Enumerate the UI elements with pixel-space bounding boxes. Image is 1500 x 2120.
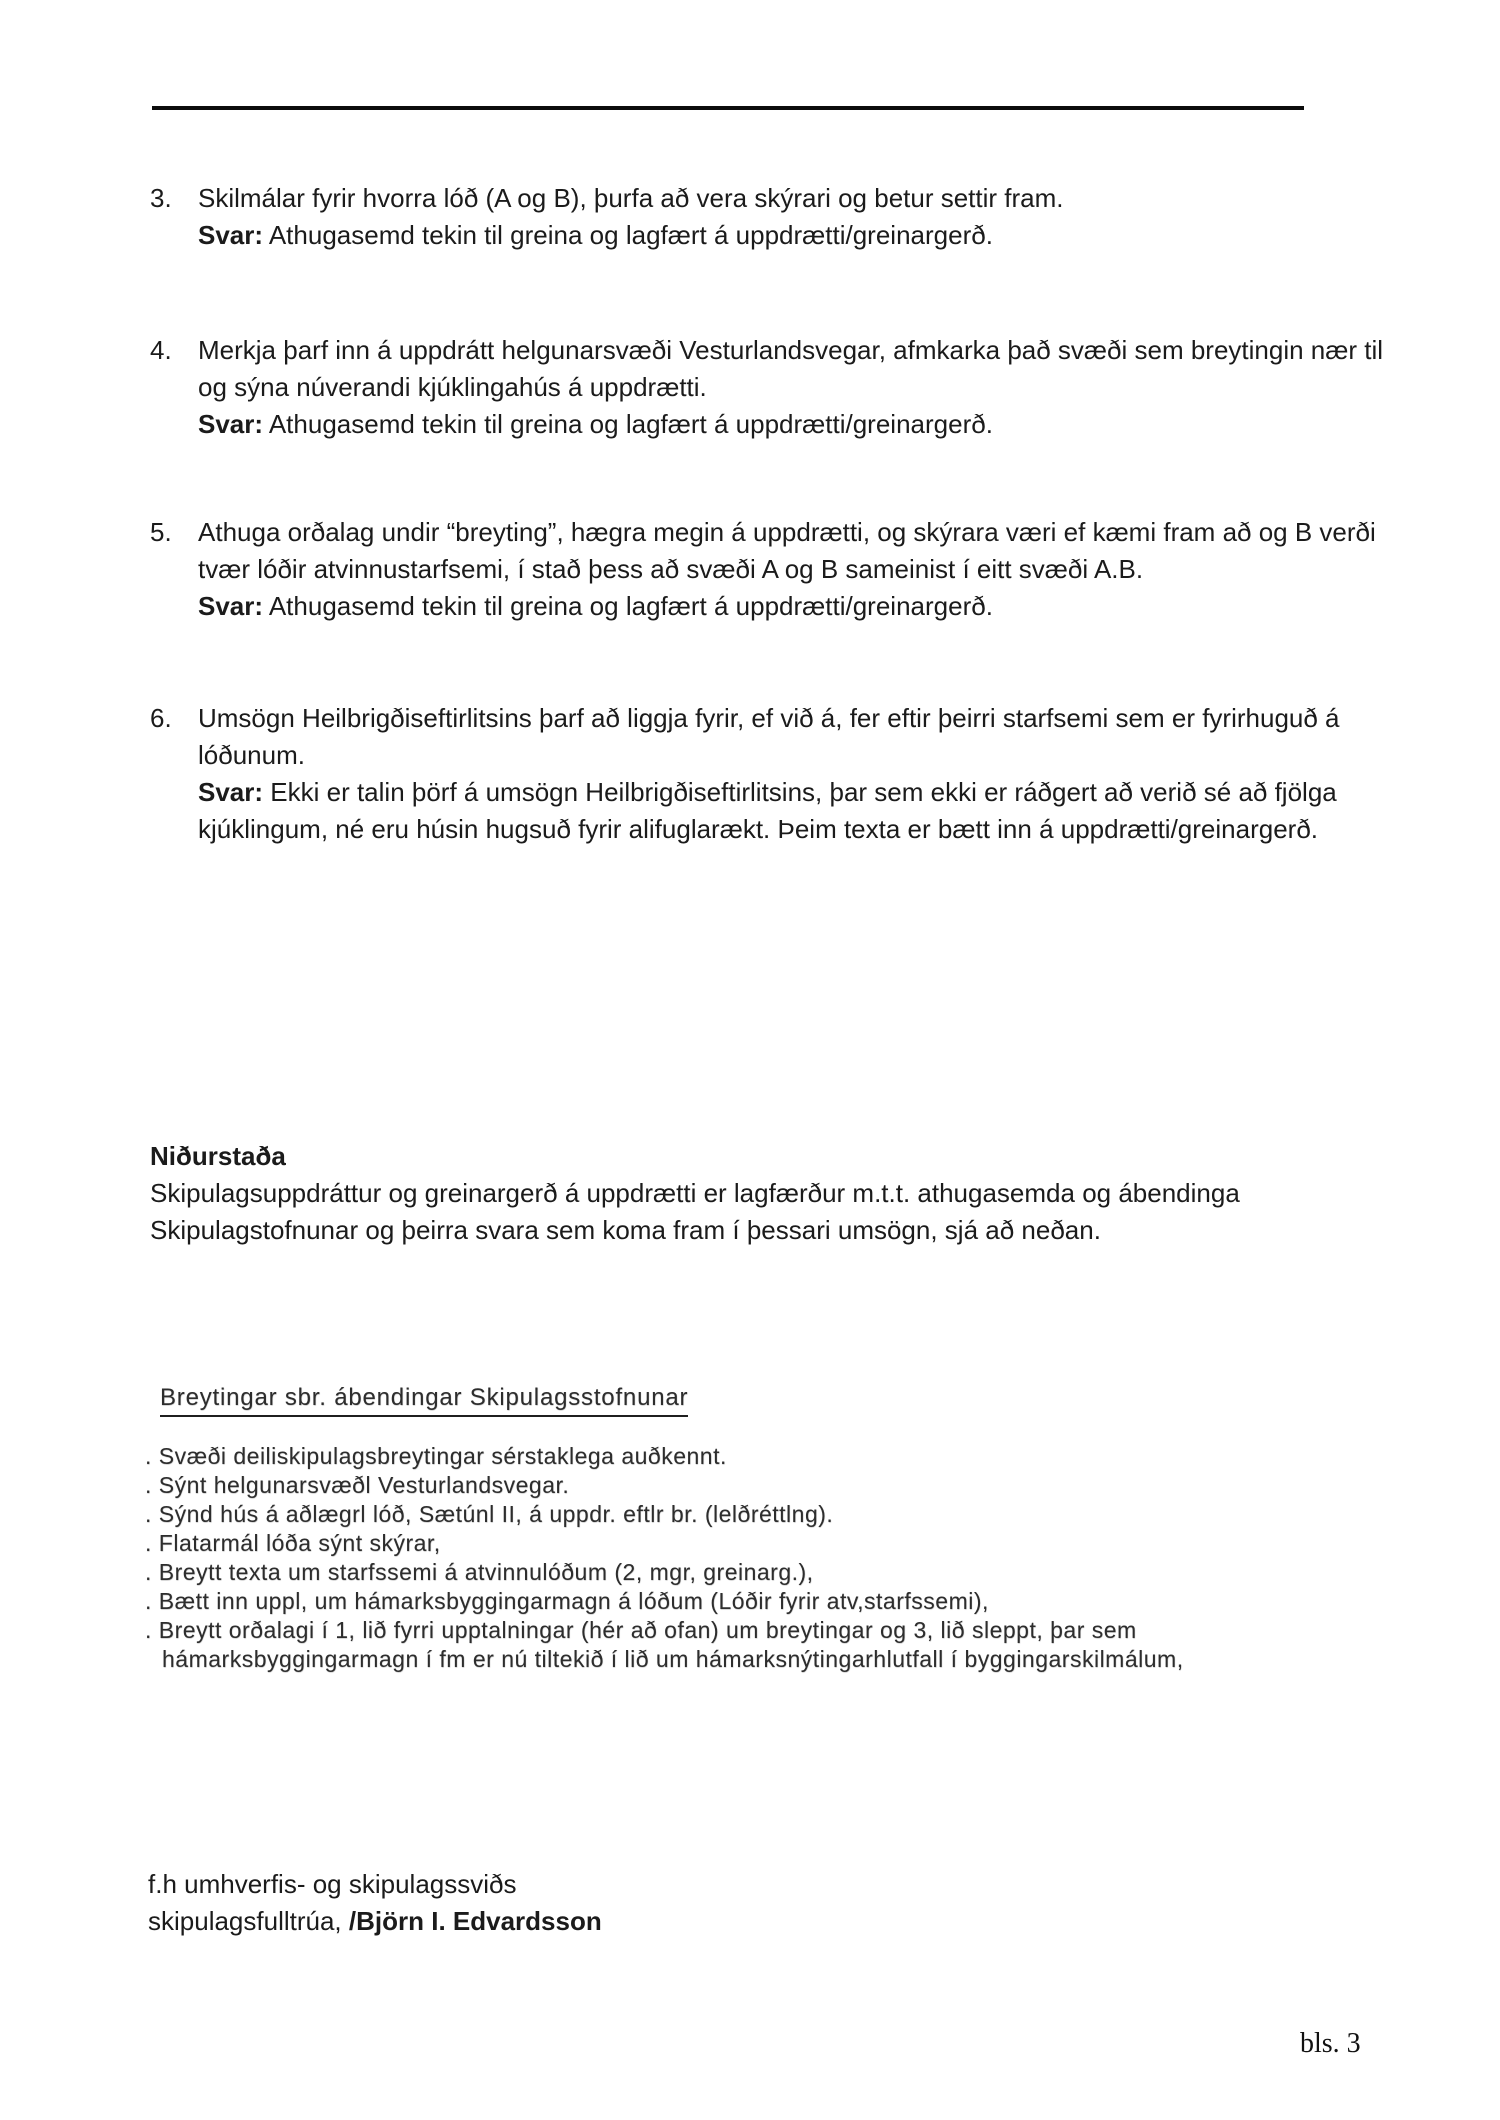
numbered-item-4 bbox=[150, 332, 1406, 443]
scan-list-item: . Breytt texta um starfssemi á atvinnulóðum (2, mgr, greinarg.), bbox=[145, 1559, 814, 1585]
svar-label: Svar: bbox=[198, 777, 264, 807]
item-body bbox=[198, 332, 1406, 443]
item-number: 6. bbox=[150, 703, 172, 733]
svar-text: Athugasemd tekin til greina og lagfært á uppdrætti/greinargerð. bbox=[263, 220, 993, 250]
svar-label: Svar: bbox=[198, 220, 264, 250]
item-statement: Skilmálar fyrir hvorra lóð (A og B), þurfa að vera skýrari og betur settir fram. bbox=[198, 183, 1064, 213]
scan-list-item: . Sýnd hús á aðlægrl lóð, Sætúnl II, á uppdr. eftlr br. (lelðréttlng). bbox=[145, 1501, 834, 1527]
scan-list-item: . Breytt orðalagi í 1, lið fyrri upptalningar (hér að ofan) um breytingar og 3, lið sleppt, þar sem hámarksbyggingarmagn í fm er nú tiltekið í lið um hámarksnýtingarhlutfall í byggingarskilmálum, bbox=[145, 1617, 1184, 1672]
scan-list-item: . Svæði deiliskipulagsbreytingar sérstaklega auðkennt. bbox=[145, 1443, 727, 1469]
conclusion-heading: Niðurstaða bbox=[150, 1141, 286, 1171]
signature-role: skipulagsfulltrúa, bbox=[148, 1906, 349, 1936]
item-statement: Merkja þarf inn á uppdrátt helgunarsvæði Vesturlandsvegar, afmkarka það svæði sem breytingin nær til og sýna núverandi kjúklingahús á uppdrætti. bbox=[198, 335, 1384, 402]
item-answer bbox=[198, 406, 1406, 443]
item-answer bbox=[198, 217, 1406, 254]
item-number: 4. bbox=[150, 335, 172, 365]
item-statement: Athuga orðalag undir “breyting”, hægra megin á uppdrætti, og skýrara væri ef kæmi fram að og B verði tvær lóðir atvinnustarfsemi, í stað þess að svæði A og B sameinist í eitt svæði A.B. bbox=[198, 517, 1376, 584]
scan-list-item: . Bætt inn uppl, um hámarksbyggingarmagn á lóðum (Lóðir fyrir atv,starfssemi), bbox=[145, 1588, 989, 1614]
item-answer bbox=[198, 774, 1406, 848]
svar-label: Svar: bbox=[198, 591, 264, 621]
numbered-item-6 bbox=[150, 700, 1406, 848]
numbered-item-5 bbox=[150, 514, 1406, 625]
signature-name: /Björn I. Edvardsson bbox=[348, 1906, 602, 1936]
svar-text: Athugasemd tekin til greina og lagfært á uppdrætti/greinargerð. bbox=[263, 409, 993, 439]
signature-block bbox=[148, 1866, 602, 1940]
item-number: 3. bbox=[150, 183, 172, 213]
scanned-note bbox=[145, 1384, 1335, 1674]
item-answer bbox=[198, 588, 1406, 625]
svar-text: Ekki er talin þörf á umsögn Heilbrigðiseftirlitsins, þar sem ekki er ráðgert að verið sé að fjölga kjúklingum, né eru húsin hugsuð fyrir alifuglarækt. Þeim texta er bætt inn á uppdrætti/greinargerð. bbox=[198, 777, 1337, 844]
svar-text: Athugasemd tekin til greina og lagfært á uppdrætti/greinargerð. bbox=[263, 591, 993, 621]
scan-change-list bbox=[145, 1442, 1290, 1674]
scan-heading: Breytingar sbr. ábendingar Skipulagsstofnunar bbox=[160, 1384, 688, 1417]
conclusion-section bbox=[150, 1138, 1402, 1249]
svar-label: Svar: bbox=[198, 409, 264, 439]
signature-line-1: f.h umhverfis- og skipulagssviðs bbox=[148, 1869, 517, 1899]
page-number: bls. 3 bbox=[1300, 2028, 1361, 2059]
header-rule bbox=[152, 106, 1304, 110]
item-statement: Umsögn Heilbrigðiseftirlitsins þarf að liggja fyrir, ef við á, fer eftir þeirri starfsemi sem er fyrirhuguð á lóðunum. bbox=[198, 703, 1340, 770]
item-body bbox=[198, 180, 1406, 254]
scan-list-item: . Sýnt helgunarsvæðl Vesturlandsvegar. bbox=[145, 1472, 570, 1498]
item-body bbox=[198, 514, 1406, 625]
numbered-item-3 bbox=[150, 180, 1406, 254]
signature-line-2 bbox=[148, 1903, 602, 1940]
scan-list-item: . Flatarmál lóða sýnt skýrar, bbox=[145, 1530, 441, 1556]
item-number: 5. bbox=[150, 517, 172, 547]
conclusion-body: Skipulagsuppdráttur og greinargerð á uppdrætti er lagfærður m.t.t. athugasemda og ábendinga Skipulagstofnunar og þeirra svara sem koma fram í þessari umsögn, sjá að neðan. bbox=[150, 1178, 1240, 1245]
item-body bbox=[198, 700, 1406, 848]
